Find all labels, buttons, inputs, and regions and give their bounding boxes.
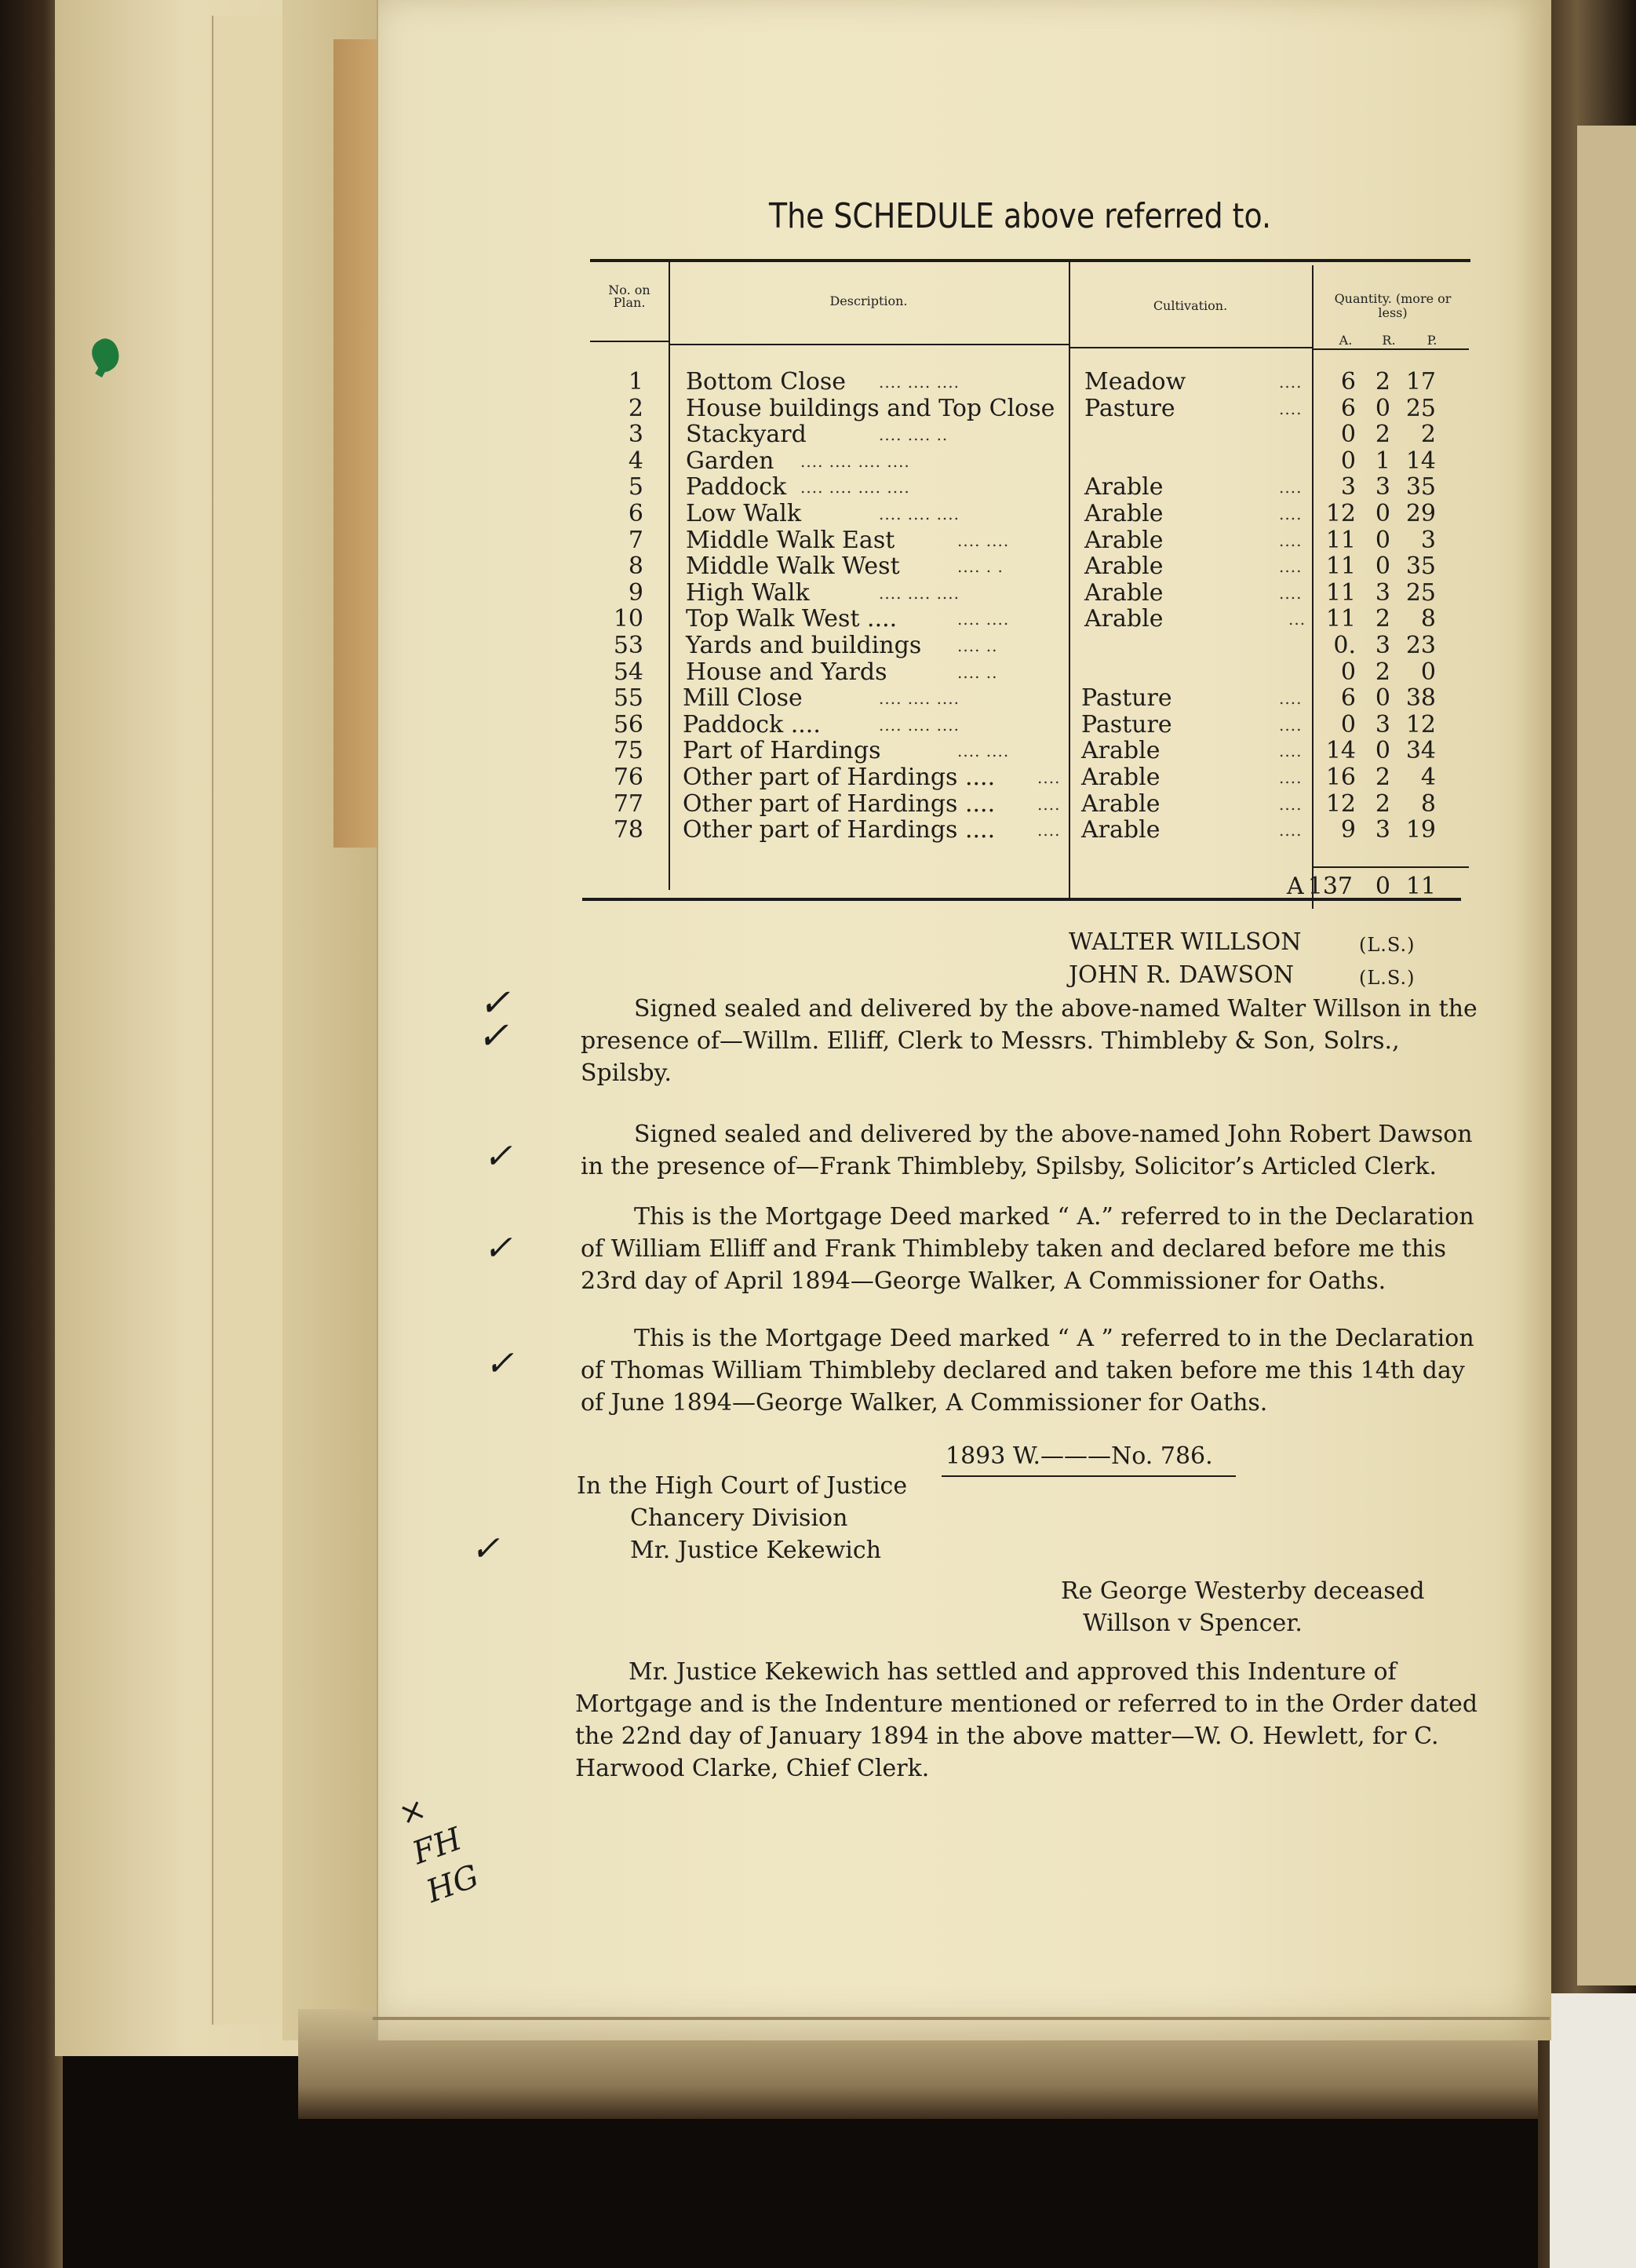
- acres: 11: [1325, 605, 1356, 633]
- header-rule: [590, 341, 669, 342]
- cultivation: Arable: [1081, 789, 1161, 818]
- text-line: of William Elliff and Frank Thimbleby taken and declared before me this: [581, 1235, 1447, 1263]
- roods: 0: [1375, 499, 1390, 527]
- perches: 35: [1405, 552, 1436, 581]
- text-line: presence of—Willm. Elliff, Clerk to Messrs. Thimbleby & Son, Solrs.,: [581, 1027, 1400, 1055]
- roods: 0: [1375, 394, 1390, 422]
- acres: 3: [1340, 473, 1356, 501]
- attestation-john-dawson: [581, 1118, 1473, 1183]
- leader-dots: ....: [1279, 531, 1303, 550]
- leader-dots: .... .... ....: [879, 504, 960, 523]
- roods: 2: [1375, 421, 1390, 449]
- leader-dots: .... .... ....: [879, 583, 960, 603]
- table-row: [590, 738, 1469, 764]
- leader-dots: ....: [1279, 399, 1303, 418]
- perches: 0: [1420, 658, 1436, 686]
- leader-dots: ....: [1037, 794, 1061, 814]
- roods: 3: [1375, 578, 1390, 607]
- perches: 14: [1405, 447, 1436, 475]
- perches: 29: [1405, 499, 1436, 527]
- leader-dots: ....: [1279, 689, 1303, 709]
- perches: 8: [1420, 789, 1436, 818]
- total-roods: 0: [1375, 873, 1390, 900]
- acres: 12: [1325, 499, 1356, 527]
- table-row: [590, 817, 1469, 844]
- perches: 23: [1405, 631, 1436, 659]
- tick-mark-icon: ✓: [485, 1344, 514, 1384]
- cultivation: Arable: [1084, 473, 1164, 501]
- table-row: [590, 580, 1469, 607]
- acres: 0: [1340, 710, 1356, 738]
- description: Other part of Hardings ....: [683, 763, 996, 791]
- header-no-on-plan: No. on Plan.: [608, 283, 650, 310]
- signatory-name: JOHN R. DAWSON: [1069, 961, 1294, 989]
- header-quantity: Quantity. (more or less): [1334, 291, 1452, 320]
- seal-marker: (L.S.): [1359, 967, 1416, 989]
- leader-dots: .... ..: [957, 636, 998, 655]
- total-acres: 137: [1307, 873, 1353, 900]
- acres: 12: [1325, 789, 1356, 818]
- acres: 6: [1340, 368, 1356, 396]
- leader-dots: .... ..: [957, 662, 998, 682]
- text-line: Mr. Justice Kekewich has settled and approved this Indenture of: [629, 1658, 1397, 1686]
- description: Other part of Hardings ....: [683, 789, 996, 818]
- plan-no: 5: [628, 473, 643, 501]
- header-rule: [669, 344, 1069, 345]
- table-row: [590, 501, 1469, 527]
- tick-mark-icon: ✓: [471, 1529, 500, 1569]
- perches: 25: [1405, 394, 1436, 422]
- cultivation: Arable: [1081, 763, 1161, 791]
- perches: 12: [1405, 710, 1436, 738]
- approval-paragraph: [575, 1656, 1478, 1785]
- tick-mark-icon: ✓: [483, 1136, 512, 1176]
- description: Paddock ....: [683, 710, 821, 738]
- text-line: Re George Westerby deceased: [1061, 1577, 1425, 1605]
- perches: 35: [1405, 473, 1436, 501]
- cultivation: Pasture: [1081, 710, 1172, 738]
- plan-no: 78: [613, 816, 643, 844]
- perches: 3: [1420, 526, 1436, 554]
- total-perches: 11: [1405, 873, 1436, 900]
- table-row: [590, 659, 1469, 686]
- header-description: Description.: [829, 294, 908, 308]
- text-line: of June 1894—George Walker, A Commissioner for Oaths.: [581, 1389, 1268, 1417]
- plan-no: 6: [628, 499, 643, 527]
- leader-dots: .... ....: [957, 531, 1010, 550]
- tick-mark-icon: ✓: [479, 981, 511, 1025]
- schedule-title: The SCHEDULE above referred to.: [769, 196, 1272, 236]
- header-cultivation: Cultivation.: [1153, 298, 1228, 313]
- table-row: [590, 685, 1469, 712]
- text-line: Signed sealed and delivered by the above-named Walter Willson in the: [634, 995, 1478, 1023]
- cultivation: Arable: [1084, 499, 1164, 527]
- roods: 0: [1375, 526, 1390, 554]
- roods: 2: [1375, 605, 1390, 633]
- table-row: [590, 712, 1469, 738]
- plan-no: 76: [613, 763, 643, 791]
- table-row: [590, 606, 1469, 633]
- seal-marker: (L.S.): [1359, 934, 1416, 956]
- leader-dots: ....: [1279, 478, 1303, 498]
- roods: 2: [1375, 368, 1390, 396]
- schedule-rows: [590, 369, 1469, 844]
- text-line: Chancery Division: [630, 1504, 848, 1532]
- cultivation: Arable: [1084, 605, 1164, 633]
- text-line: Spilsby.: [581, 1059, 672, 1087]
- plan-no: 55: [613, 684, 643, 713]
- leader-dots: ....: [1279, 742, 1303, 761]
- description: Top Walk West ....: [686, 605, 898, 633]
- declaration-thimbleby: [581, 1322, 1474, 1419]
- roods: 3: [1375, 710, 1390, 738]
- acres: 0: [1340, 421, 1356, 449]
- acres: 11: [1325, 526, 1356, 554]
- tick-mark-icon: ✓: [483, 1228, 512, 1268]
- description: House buildings and Top Close: [686, 394, 1055, 422]
- text-line: Mortgage and is the Indenture mentioned or referred to in the Order dated: [575, 1690, 1478, 1718]
- roods: 0: [1375, 552, 1390, 581]
- acres: 0: [1340, 447, 1356, 475]
- acres: 0: [1340, 658, 1356, 686]
- roods: 1: [1375, 447, 1390, 475]
- page-bottom-rule: [373, 2017, 1550, 2020]
- total-label: A: [1287, 873, 1304, 900]
- table-row: [590, 633, 1469, 659]
- perches: 19: [1405, 816, 1436, 844]
- total-rule: [1312, 866, 1469, 868]
- table-row: [590, 448, 1469, 475]
- plan-no: 2: [628, 394, 643, 422]
- case-number: 1893 W.———No. 786.: [946, 1442, 1213, 1470]
- table-row: [590, 474, 1469, 501]
- signatory-name: WALTER WILLSON: [1069, 928, 1302, 956]
- acres: 0.: [1333, 631, 1356, 659]
- description: Part of Hardings: [683, 737, 881, 765]
- plan-no: 53: [613, 631, 643, 659]
- table-row: [590, 791, 1469, 818]
- leader-dots: ....: [1037, 768, 1061, 787]
- plan-no: 4: [628, 447, 643, 475]
- description: Middle Walk East: [686, 526, 895, 554]
- text-line: Willson v Spencer.: [1083, 1610, 1303, 1637]
- plan-no: 56: [613, 710, 643, 738]
- plan-no: 1: [628, 368, 643, 396]
- court-heading: [577, 1470, 1048, 1566]
- perches: 38: [1405, 684, 1436, 713]
- text-line: Mr. Justice Kekewich: [630, 1537, 882, 1564]
- acres: 14: [1325, 737, 1356, 765]
- roods: 2: [1375, 789, 1390, 818]
- acres: 9: [1340, 816, 1356, 844]
- table-row: [590, 527, 1469, 554]
- plan-no: 3: [628, 421, 643, 449]
- text-line: the 22nd day of January 1894 in the above matter—W. O. Hewlett, for C.: [575, 1723, 1439, 1750]
- header-rule: [1312, 348, 1469, 350]
- leader-dots: .... .... .... ....: [800, 451, 910, 471]
- description: Stackyard: [686, 421, 807, 449]
- table-row: [590, 369, 1469, 396]
- description: Paddock: [686, 473, 787, 501]
- right-margin-strip: [1577, 126, 1636, 1985]
- cultivation: Arable: [1084, 552, 1164, 581]
- handwritten-initials: × FH HG: [394, 1790, 484, 1910]
- perches: 4: [1420, 763, 1436, 791]
- text-line: of Thomas William Thimbleby declared and taken before me this 14th day: [581, 1357, 1465, 1384]
- matter-heading: [1061, 1575, 1453, 1639]
- description: Garden: [686, 447, 774, 475]
- cultivation: Arable: [1081, 816, 1161, 844]
- leader-dots: .... .... ....: [879, 373, 960, 392]
- text-line: This is the Mortgage Deed marked “ A ” referred to in the Declaration: [634, 1325, 1474, 1352]
- cultivation: Meadow: [1084, 368, 1186, 396]
- perches: 25: [1405, 578, 1436, 607]
- leader-dots: ....: [1279, 821, 1303, 840]
- leader-dots: ....: [1279, 583, 1303, 603]
- background-paper: [1550, 1993, 1636, 2268]
- leader-dots: ....: [1279, 373, 1303, 392]
- leader-dots: .... .... ..: [879, 425, 949, 445]
- plan-no: 7: [628, 526, 643, 554]
- leader-dots: ....: [1279, 504, 1303, 523]
- cultivation: Pasture: [1084, 394, 1175, 422]
- plan-no: 75: [613, 737, 643, 765]
- roods: 2: [1375, 763, 1390, 791]
- header-rule: [1069, 347, 1312, 348]
- perches: 2: [1420, 421, 1436, 449]
- description: House and Yards: [686, 658, 887, 686]
- description: Yards and buildings: [686, 631, 922, 659]
- text-line: In the High Court of Justice: [577, 1472, 908, 1500]
- leader-dots: ....: [1037, 821, 1061, 840]
- acres: 11: [1325, 552, 1356, 581]
- plan-no: 77: [613, 789, 643, 818]
- table-row: [590, 764, 1469, 791]
- description: High Walk: [686, 578, 810, 607]
- table-row: [590, 553, 1469, 580]
- perches: 17: [1405, 368, 1436, 396]
- leader-dots: .... ....: [957, 742, 1010, 761]
- text-line: Harwood Clarke, Chief Clerk.: [575, 1755, 930, 1782]
- roods: 3: [1375, 816, 1390, 844]
- leader-dots: ....: [1279, 794, 1303, 814]
- text-line: Signed sealed and delivered by the above-named John Robert Dawson: [634, 1121, 1473, 1148]
- description: Low Walk: [686, 499, 802, 527]
- text-line: in the presence of—Frank Thimbleby, Spilsby, Solicitor’s Articled Clerk.: [581, 1153, 1437, 1180]
- leader-dots: .... .... ....: [879, 715, 960, 735]
- description: Bottom Close: [686, 368, 847, 396]
- cultivation: Arable: [1081, 737, 1161, 765]
- leader-dots: .... .... ....: [879, 689, 960, 709]
- description: Middle Walk West: [686, 552, 900, 581]
- description: Mill Close: [683, 684, 803, 713]
- leader-dots: ....: [1279, 768, 1303, 787]
- roods: 0: [1375, 684, 1390, 713]
- perches: 34: [1405, 737, 1436, 765]
- leader-dots: ...: [1288, 610, 1306, 629]
- book-edge-left: [0, 0, 63, 2268]
- leader-dots: ....: [1279, 557, 1303, 577]
- header-perches: P.: [1426, 333, 1437, 348]
- text-line: 23rd day of April 1894—George Walker, A Commissioner for Oaths.: [581, 1267, 1386, 1295]
- attestation-walter-willson: [581, 993, 1478, 1089]
- plan-no: 10: [613, 605, 643, 633]
- header-roods: R.: [1382, 333, 1396, 348]
- declaration-elliff: [581, 1201, 1474, 1297]
- table-row: [590, 421, 1469, 448]
- description: Other part of Hardings ....: [683, 816, 996, 844]
- cultivation: Pasture: [1081, 684, 1172, 713]
- cultivation: Arable: [1084, 526, 1164, 554]
- tick-mark-icon: ✓: [477, 1014, 509, 1058]
- leader-dots: .... . .: [957, 557, 1004, 577]
- acres: 6: [1340, 684, 1356, 713]
- perches: 8: [1420, 605, 1436, 633]
- acres: 11: [1325, 578, 1356, 607]
- plan-no: 9: [628, 578, 643, 607]
- text-line: This is the Mortgage Deed marked “ A.” referred to in the Declaration: [634, 1203, 1474, 1231]
- roods: 3: [1375, 473, 1390, 501]
- header-acres: A.: [1339, 333, 1353, 348]
- table-top-rule: [590, 259, 1470, 262]
- acres: 16: [1325, 763, 1356, 791]
- table-row: [590, 396, 1469, 422]
- plan-no: 54: [613, 658, 643, 686]
- roods: 0: [1375, 737, 1390, 765]
- leader-dots: .... ....: [957, 610, 1010, 629]
- acres: 6: [1340, 394, 1356, 422]
- leader-dots: .... .... .... ....: [800, 478, 910, 498]
- cultivation: Arable: [1084, 578, 1164, 607]
- leader-dots: ....: [1279, 715, 1303, 735]
- roods: 3: [1375, 631, 1390, 659]
- plan-no: 8: [628, 552, 643, 581]
- roods: 2: [1375, 658, 1390, 686]
